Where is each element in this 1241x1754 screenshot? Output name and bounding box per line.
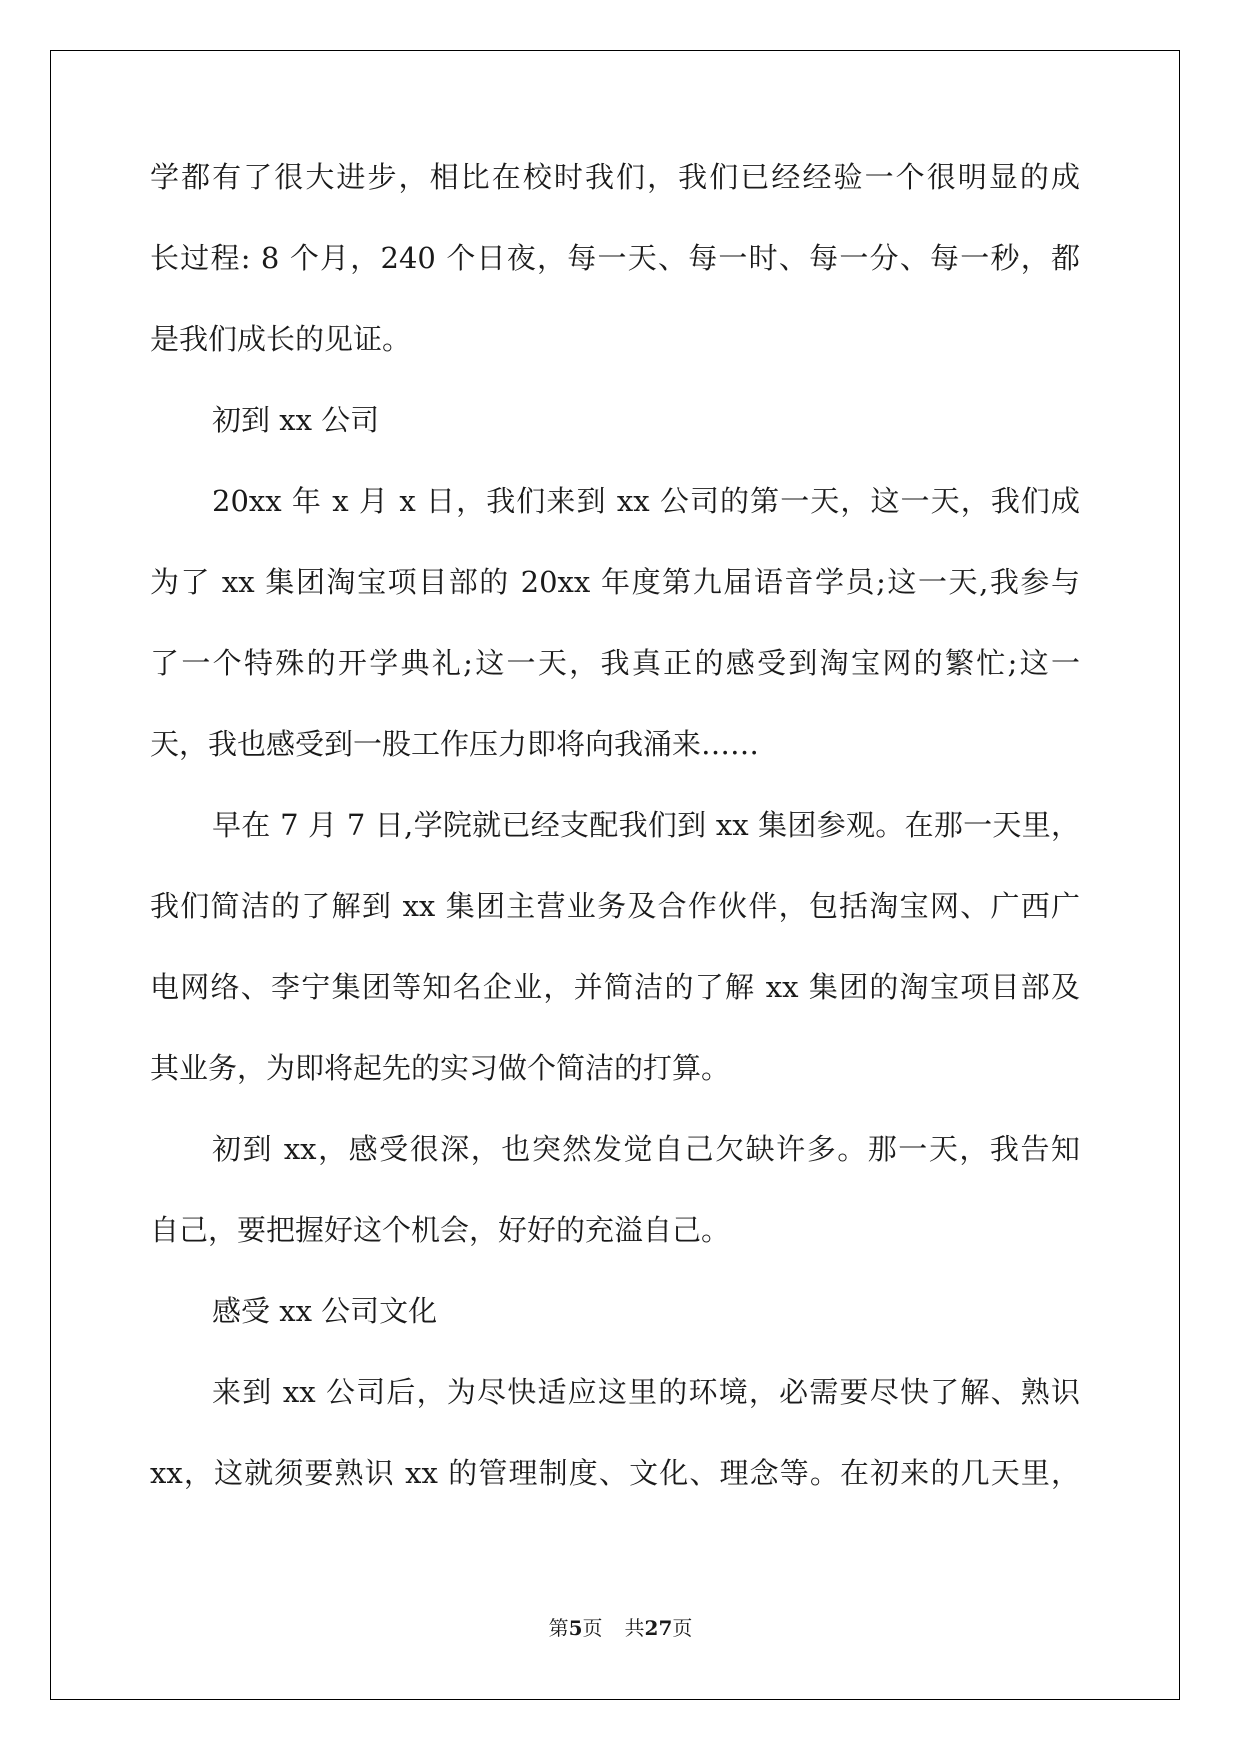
footer-prefix: 第 (548, 1616, 569, 1640)
footer-total-suffix: 页 (672, 1616, 693, 1640)
page-footer (0, 1612, 1241, 1641)
text-line: 为了 xx 集团淘宝项目部的 20xx 年度第九届语音学员;这一天,我参与 (150, 565, 1080, 599)
total-page-count: 27 (644, 1616, 673, 1640)
text-line: 电网络、李宁集团等知名企业，并简洁的了解 xx 集团的淘宝项目部及 (150, 970, 1080, 1004)
current-page-number: 5 (568, 1616, 583, 1640)
text-line: xx，这就须要熟识 xx 的管理制度、文化、理念等。在初来的几天里， (150, 1456, 1080, 1490)
document-body (150, 157, 1080, 1534)
text-line: 学都有了很大进步，相比在校时我们，我们已经经验一个很明显的成 (150, 160, 1080, 194)
text-line: 天，我也感受到一股工作压力即将向我涌来…… (150, 727, 760, 761)
text-line: 感受 xx 公司文化 (212, 1294, 438, 1328)
text-line: 自己，要把握好这个机会，好好的充溢自己。 (150, 1213, 731, 1247)
text-line: 初到 xx，感受很深，也突然发觉自己欠缺许多。那一天，我告知 (212, 1132, 1080, 1166)
text-line: 其业务，为即将起先的实习做个简洁的打算。 (150, 1051, 731, 1085)
text-line: 来到 xx 公司后，为尽快适应这里的环境，必需要尽快了解、熟识 (212, 1375, 1080, 1409)
text-line: 早在 7 月 7 日,学院就已经支配我们到 xx 集团参观。在那一天里， (212, 808, 1080, 842)
text-line: 了一个特殊的开学典礼;这一天，我真正的感受到淘宝网的繁忙;这一 (150, 646, 1080, 680)
footer-total-prefix: 共 (624, 1616, 645, 1640)
text-line: 我们简洁的了解到 xx 集团主营业务及合作伙伴，包括淘宝网、广西广 (150, 889, 1080, 923)
text-line: 初到 xx 公司 (212, 403, 380, 437)
text-line: 是我们成长的见证。 (150, 322, 412, 356)
text-line: 20xx 年 x 月 x 日，我们来到 xx 公司的第一天，这一天，我们成 (212, 484, 1080, 518)
text-line: 长过程: 8 个月，240 个日夜，每一天、每一时、每一分、每一秒，都 (150, 241, 1080, 275)
footer-page-suffix: 页 (582, 1616, 603, 1640)
